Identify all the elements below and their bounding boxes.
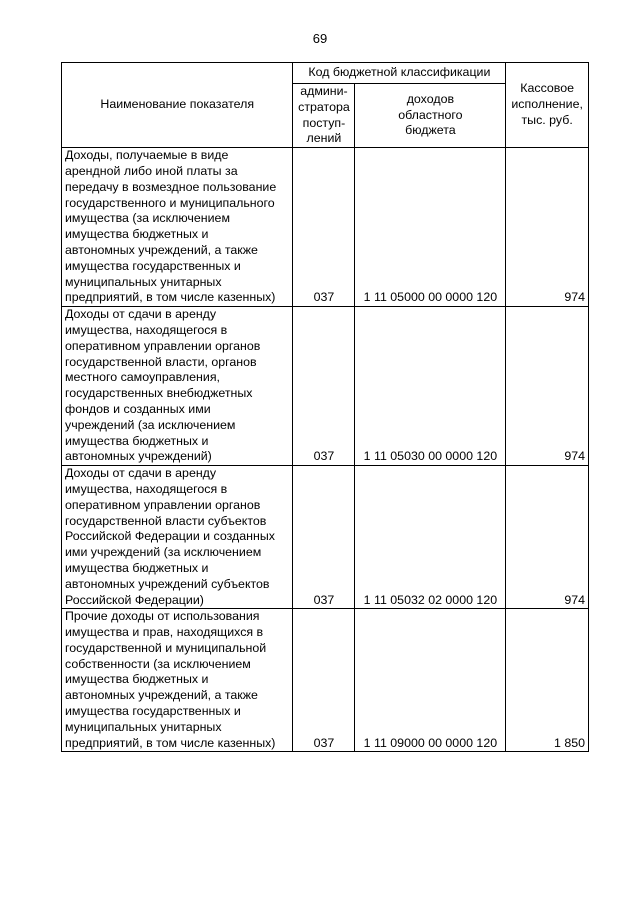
row-amount: 1 850 bbox=[506, 609, 589, 752]
header-classification-label: Код бюджетной классификации bbox=[308, 65, 491, 80]
row-amount: 974 bbox=[506, 148, 589, 307]
row-name-cell bbox=[62, 307, 293, 466]
header-income bbox=[355, 84, 506, 148]
table-row bbox=[62, 148, 589, 307]
row-name-cell bbox=[62, 466, 293, 609]
row-admin-code: 037 bbox=[293, 609, 355, 752]
row-name: Доходы от сдачи в аренду имущества, находящегося в оперативном управлении органов государственной власти, органов местного самоуправления, государственных внебюджетных фондов и созданных ими учреждений (за исключением имущества бюджетных и автономных учреждений) bbox=[65, 307, 261, 464]
table-row bbox=[62, 609, 589, 752]
row-name: Доходы, получаемые в виде арендной либо иной платы за передачу в возмездное пользование государственного и муниципального имущества (за исключением имущества бюджетных и автономных учреждений, а также имущества государственных и муниципальных унитарных предприятий, в том числе казенных) bbox=[65, 148, 277, 305]
table-header bbox=[62, 63, 589, 148]
row-name: Доходы от сдачи в аренду имущества, находящегося в оперативном управлении органов государственной власти субъектов Российской Федерации и созданных ими учреждений (за исключением имущества бюджетных и автономных учреждений субъектов Российской Федерации) bbox=[65, 466, 275, 607]
row-admin-code: 037 bbox=[293, 466, 355, 609]
row-budget-code: 1 11 05000 00 0000 120 bbox=[355, 148, 506, 307]
header-classification-group bbox=[293, 63, 506, 84]
row-budget-code: 1 11 09000 00 0000 120 bbox=[355, 609, 506, 752]
row-name: Прочие доходы от использования имущества и прав, находящихся в государственной и муниципальной собственности (за исключением имущества бюджетных и автономных учреждений, а также имущества государственных и муниципальных унитарных предприятий, в том числе казенных) bbox=[65, 609, 276, 750]
row-amount: 974 bbox=[506, 307, 589, 466]
header-income-label: доходов областного бюджета bbox=[398, 91, 463, 138]
page-number: 69 bbox=[312, 31, 328, 46]
table-body bbox=[62, 148, 589, 752]
budget-table bbox=[61, 62, 589, 752]
header-admin bbox=[293, 84, 355, 148]
header-admin-label: админи- стратора поступ- лений bbox=[298, 84, 350, 146]
table-row bbox=[62, 307, 589, 466]
header-amount-label: Кассовое исполнение, тыс. руб. bbox=[511, 81, 583, 127]
row-admin-code: 037 bbox=[293, 148, 355, 307]
header-name bbox=[62, 63, 293, 148]
table-row bbox=[62, 466, 589, 609]
row-amount: 974 bbox=[506, 466, 589, 609]
row-admin-code: 037 bbox=[293, 307, 355, 466]
row-budget-code: 1 11 05030 00 0000 120 bbox=[355, 307, 506, 466]
row-budget-code: 1 11 05032 02 0000 120 bbox=[355, 466, 506, 609]
row-name-cell bbox=[62, 609, 293, 752]
header-name-label: Наименование показателя bbox=[100, 97, 255, 112]
header-amount bbox=[506, 63, 589, 148]
row-name-cell bbox=[62, 148, 293, 307]
